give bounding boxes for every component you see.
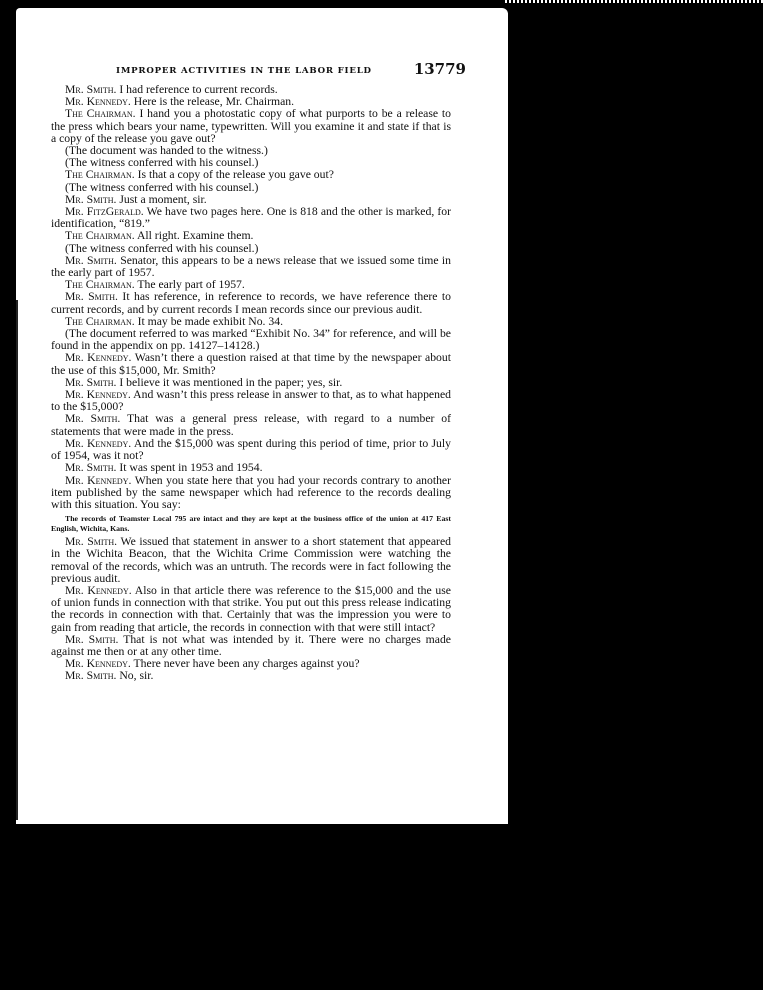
speaker-name: Mr. Smith. (65, 192, 117, 206)
paragraph-text: Just a moment, sir. (119, 192, 207, 206)
page-number: 13779 (413, 60, 466, 78)
transcript-paragraph (51, 670, 451, 682)
paragraph-text: (The witness conferred with his counsel.) (65, 241, 259, 255)
speaker-name: Mr. Kennedy. (65, 351, 132, 365)
paragraph-text: Is that a copy of the release you gave out? (137, 168, 334, 182)
page-gutter-line (16, 300, 18, 820)
speaker-name: The Chairman. (65, 314, 135, 328)
transcript-paragraph (51, 255, 451, 279)
speaker-name: Mr. Smith. (65, 83, 117, 96)
transcript-paragraph (51, 536, 451, 585)
hearing-transcript (51, 84, 451, 683)
transcript-paragraph (51, 328, 451, 352)
speaker-name: Mr. Kennedy. (65, 583, 132, 597)
speaker-name: Mr. Kennedy. (65, 388, 131, 402)
paragraph-text: That is not what was intended by it. There were no charges made against me then or at any other time. (51, 632, 451, 658)
transcript-paragraph (51, 585, 451, 634)
speaker-name: Mr. Smith. (65, 461, 117, 475)
paragraph-text: Here is the release, Mr. Chairman. (133, 95, 295, 109)
paragraph-text: It was spent in 1953 and 1954. (119, 461, 263, 475)
paragraph-text: I hand you a photostatic copy of what purports to be a release to the press which bears your name, typewritten. Will you examine it and state if that is a copy of the release you gave out? (51, 107, 451, 145)
paragraph-text: All right. Examine them. (136, 229, 254, 243)
speaker-name: Mr. Smith. (65, 253, 117, 267)
paragraph-text: I believe it was mentioned in the paper; yes, sir. (119, 375, 343, 389)
speaker-name: The Chairman. (65, 229, 135, 243)
paragraph-text: It may be made exhibit No. 34. (137, 314, 284, 328)
paragraph-text: That was a general press release, with regard to a number of statements that were made in the press. (51, 412, 451, 438)
page-header (116, 60, 466, 80)
paragraph-text: I had reference to current records. (119, 83, 278, 96)
paragraph-text: (The document was handed to the witness.) (65, 144, 268, 158)
paragraph-text: And wasn’t this press release in answer to that, as to what happened to the $15,000? (51, 388, 451, 414)
paragraph-text: We have two pages here. One is 818 and the other is marked, for identification, “819.” (51, 205, 451, 231)
transcript-paragraph (51, 389, 451, 413)
speaker-name: Mr. FitzGerald. (65, 205, 144, 219)
speaker-name: Mr. Kennedy. (65, 473, 132, 487)
speaker-name: The Chairman. (65, 278, 135, 292)
paragraph-text: (The witness conferred with his counsel.) (65, 180, 259, 194)
transcript-paragraph (51, 352, 451, 376)
speaker-name: Mr. Kennedy. (65, 436, 132, 450)
paragraph-text: We issued that statement in answer to a short statement that appeared in the Wichita Beacon, that the Wichita Crime Commission were watching the removal of the records, which was an untruth. The records were in fact following the previous audit. (51, 535, 451, 585)
paragraph-text: And the $15,000 was spent during this period of time, prior to July of 1954, was it not? (51, 436, 451, 463)
speaker-name: Mr. Smith. (65, 290, 118, 304)
paragraph-text: It has reference, in reference to records, we have reference there to current records, and by current records I mean records since our previous audit. (51, 290, 452, 316)
speaker-name: Mr. Kennedy. (65, 657, 131, 671)
speaker-name: Mr. Kennedy. (65, 95, 131, 109)
speaker-name: Mr. Smith. (65, 669, 117, 683)
paragraph-text: (The document referred to was marked “Exhibit No. 34” for reference, and will be found in the appendix on pp. 14127–14128.) (51, 327, 451, 353)
paragraph-text: (The witness conferred with his counsel.) (65, 156, 259, 170)
transcript-paragraph (51, 475, 451, 512)
speaker-name: Mr. Smith. (65, 375, 117, 389)
transcript-paragraph (51, 206, 451, 230)
speaker-name: Mr. Smith. (65, 632, 119, 646)
paragraph-text: When you state here that you had your records contrary to another item published by the same newspaper which had reference to the records dealing with this situation. You say: (51, 473, 451, 511)
transcript-paragraph (51, 634, 451, 658)
transcript-paragraph (51, 291, 451, 315)
paragraph-text: Wasn’t there a question raised at that time by the newspaper about the use of this $15,000, Mr. Smith? (51, 351, 451, 377)
paragraph-text: Also in that article there was reference to the $15,000 and the use of union funds in connection with that strike. You put out this press release indicating the records in connection with that. Certainly that was the impression you were to gain from reading that article, the records in connection with that were still intact? (51, 583, 451, 634)
transcript-paragraph (51, 108, 451, 145)
speaker-name: The Chairman. (65, 107, 136, 121)
paragraph-text: Senator, this appears to be a news release that we issued some time in the early part of 1957. (51, 253, 452, 280)
speaker-name: Mr. Smith. (65, 412, 121, 426)
transcript-paragraph (51, 413, 451, 437)
running-head: IMPROPER ACTIVITIES IN THE LABOR FIELD (116, 66, 372, 76)
scan-edge-dots (505, 0, 763, 3)
speaker-name: Mr. Smith. (65, 535, 118, 549)
speaker-name: The Chairman. (65, 168, 135, 182)
paragraph-text: The early part of 1957. (137, 278, 245, 292)
paragraph-text: There never have been any charges against you? (133, 657, 360, 671)
paragraph-text: No, sir. (119, 669, 154, 683)
block-quote: The records of Teamster Local 795 are intact and they are kept at the business office of the union at 417 East English, Wichita, Kans. (51, 514, 451, 534)
transcript-paragraph (51, 438, 451, 462)
